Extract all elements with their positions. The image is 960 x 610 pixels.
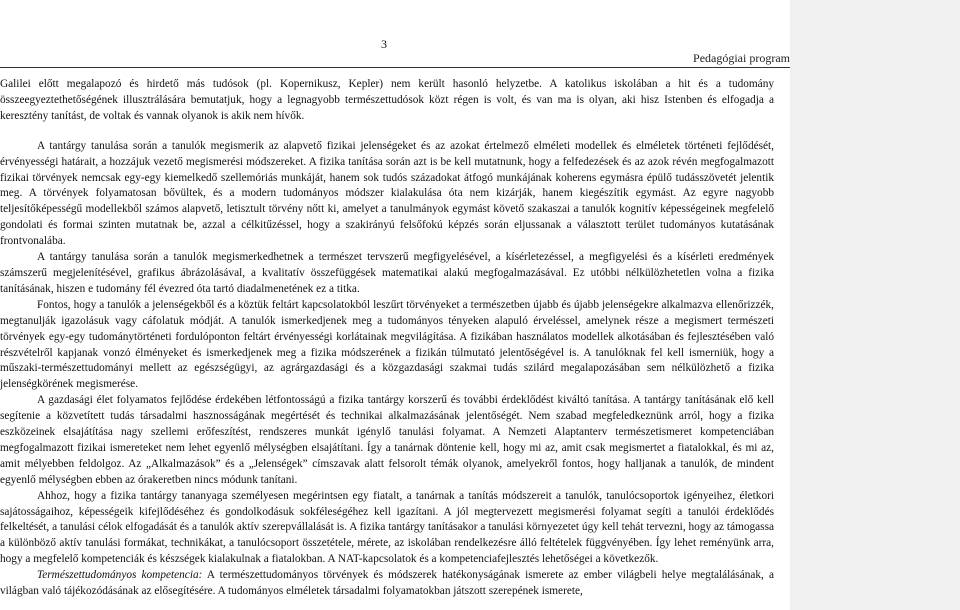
paragraph-methods: Ahhoz, hogy a fizika tantárgy tananyaga személyesen megérintsen egy fiatalt, a tanárnak a tanítás módszereit a tanulók, tanulócsoportok igényeihez, életkori sajátosságaihoz, képességeik kifejlődéséhez és gondolkodásuk sokféleségéhez kell igazítani. A jól megtervezett megismerési folyamat segíti a tanulói érdeklődés felkeltését, a tanulási célok elfogadását és a tanulók aktív szerepvállalását is. A fizika tantárgy tanításakor a tanulási környezetet úgy kell tehát tervezni, hogy az támogassa a különböző aktív tanulási formákat, technikákat, a tanulócsoport összetétele, mérete, az iskolában rendelkezésre álló feltételek függvényében. Így lehet reményünk arra, hogy a megfelelő kompetenciák és készségek kialakulnak a fiatalokban. A NAT-kapcsolatok és a kompetenciafejlesztés lehetőségei a következők. (0, 489, 774, 566)
paragraph-intro: Galilei előtt megalapozó és hirdető más tudósok (pl. Kopernikusz, Kepler) nem került hasonló helyzetbe. A katolikus iskolában a hit és a tudomány összeegyeztethetőségének illusztrálására bemutatjuk, hogy a legnagyobb természettudósok közt régen is volt, és van ma is olyan, aki hisz Istenben és elfogadja a keresztény tanítást, de voltak és vannak olyanok is akik nem hívők. (0, 78, 774, 122)
paragraph-observation: A tantárgy tanulása során a tanulók megismerkedhetnek a természet tervszerű megfigyelésével, a kísérletezéssel, a megfigyelési és a kísérleti eredmények számszerű megjelenítésével, grafikus ábrázolásával, a kvalitatív összefüggések matematikai alakú megfogalmazásával. Ez utóbbi nélkülözhetetlen volna a fizika tanításának, hiszen e tudomány fél évezred óta tartó diadalmenetének ez a titka. (0, 251, 774, 295)
page-number: 3 (381, 37, 387, 51)
header-title: Pedagógiai program (693, 51, 790, 65)
side-panel (790, 0, 960, 610)
competence-text: A természettudományos törvények és módszerek hatékonyságának ismerete az ember világbeli helye megtalálásának, a világban való tájékozódásának az elősegítésére. A tudományos elméletek társadalmi folyamatokban játszott szerepének ismerete, (0, 569, 774, 598)
competence-label: Természettudományos kompetencia: (37, 569, 203, 582)
paragraph-economy: A gazdasági élet folyamatos fejlődése érdekében létfontosságú a fizika tantárgy korszerű és további érdeklődést kiváltó tanítása. A tantárgy tanításának elő kell segítenie a közvetített tudás társadalmi hasznosságának megértését és technikai alkalmazásának jelentőségét. Nem szabad megfeledkeznünk arról, hogy a fizika eszközeinek elsajátítása nagy szellemi erőfeszítést, rendszeres munkát igénylő tanulási folyamat. A Nemzeti Alaptanterv természetismeret kompetenciában megfogalmazott fizikai ismereteket nem lehet egyenlő mélységben elsajátítani. Így a tanárnak döntenie kell, hogy mi az, amit csak megismertet a fiatalokkal, és mi az, amit mélyebben feldolgoz. Az „Alkalmazások” és a „Jelenségek” címszavak alatt felsorolt témák olyanok, amelyekről fontos, hogy halljanak a tanulók, de mindent egyenlő mélységben ebben az órakeretben nincs módunk tanítani. (0, 394, 774, 486)
paragraph-competence (0, 568, 774, 600)
paragraph-learning-goals: A tantárgy tanulása során a tanulók megismerik az alapvető fizikai jelenségeket és az azokat értelmező elméleti modellek és elméletek történeti fejlődését, érvényességi határait, a hozzájuk vezető megismerési módszereket. A fizika tanítása során azt is be kell mutatnunk, hogy a felfedezések és az azok révén megfogalmazott fizikai törvények nemcsak egy-egy kiemelkedő szellemóriás munkáját, hanem sok tudós századokat átfogó munkájának koherens egymásra épülő tudásszövetét jelentik meg. A törvények folyamatosan bővültek, és a modern tudományos módszer kialakulása óta nem kizárják, hanem kiegészítik egymást. Az egyre nagyobb teljesítőképességű modellekből számos alapvető, letisztult törvény nőtt ki, amelyet a tanulmányok egymást követő szakaszai a tanulók kognitív képességeinek megfelelő gondolati és formai szinten mutatnak be, azzal a célkitűzéssel, hogy a szakirányú felsőfokú képzés során eljussanak a választott terület tudományos kutatásának frontvonalába. (0, 139, 774, 248)
header-divider (0, 67, 790, 68)
paragraph-laws: Fontos, hogy a tanulók a jelenségekből és a köztük feltárt kapcsolatokból leszűrt törvényeket a természetben újabb és újabb jelenségekre alkalmazva ellenőrizzék, megtanulják igazolásuk vagy cáfolatuk módját. A tanulók ismerkedjenek meg a tudományos tényeken alapuló érveléssel, amelynek része a megismert természeti törvények egy-egy tudománytörténeti fordulóponton feltárt érvényességi korlátainak megvilágítása. A fizikában használatos modellek alkotásában és fejlesztésében való részvételről kapjanak vonzó élményeket és ismerkedjenek meg a fizika módszerének a fizikán túlmutató jelentőségével is. A tanulóknak fel kell ismerniük, hogy a műszaki-természettudományi mellett az egészségügyi, az agrárgazdasági és a közgazdasági szakmai tudás szilárd megalapozásában sem nélkülözhető a fizika jelenségkörének megismerése. (0, 298, 774, 391)
document-body (0, 77, 774, 600)
